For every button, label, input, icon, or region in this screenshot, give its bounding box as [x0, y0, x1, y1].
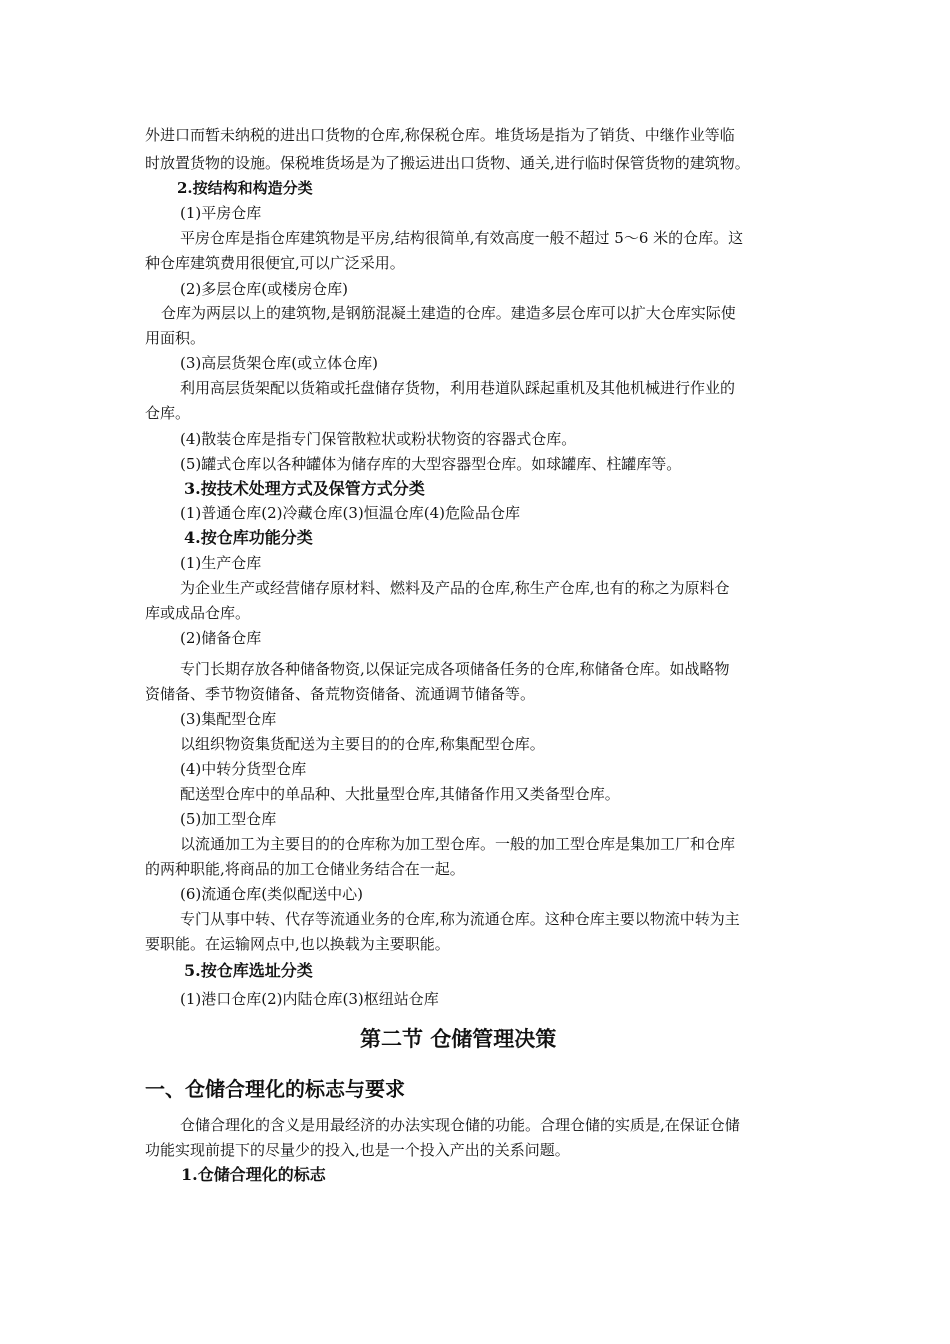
text-line: (4)散装仓库是指专门保管散粒状或粉状物资的容器式仓库。: [180, 430, 577, 448]
subsection-heading: 3.按技术处理方式及保管方式分类: [184, 479, 425, 498]
text-line: 为企业生产或经营储存原材料、燃料及产品的仓库,称生产仓库,也有的称之为原料仓: [180, 579, 730, 597]
list-item-heading: (3)高层货架仓库(或立体仓库): [180, 354, 378, 372]
subsection-heading: 2.按结构和构造分类: [177, 179, 313, 197]
text-line: 仓库。: [145, 404, 191, 422]
list-item-heading: (2)储备仓库: [180, 629, 262, 647]
text-line: 种仓库建筑费用很便宜,可以广泛采用。: [145, 254, 405, 272]
text-line: (1)普通仓库(2)冷藏仓库(3)恒温仓库(4)危险品仓库: [180, 504, 520, 522]
text-line: 配送型仓库中的单品种、大批量型仓库,其储备作用又类备型仓库。: [180, 785, 620, 803]
subsection-heading: 4.按仓库功能分类: [184, 528, 313, 547]
text-line: 用面积。: [145, 329, 206, 347]
text-line: 要职能。在运输网点中,也以换载为主要职能。: [145, 935, 450, 953]
list-item-heading: (1)生产仓库: [180, 554, 262, 572]
text-line: 外进口而暂未纳税的进出口货物的仓库,称保税仓库。堆货场是指为了销货、中继作业等临: [145, 126, 735, 144]
list-item-heading: (1)平房仓库: [180, 204, 262, 222]
text-line: (1)港口仓库(2)内陆仓库(3)枢纽站仓库: [180, 990, 439, 1008]
text-line: (5)罐式仓库以各种罐体为储存库的大型容器型仓库。如球罐库、柱罐库等。: [180, 455, 682, 473]
text-line: 利用高层货架配以货箱或托盘储存货物，利用巷道队踩起重机及其他机械进行作业的: [180, 379, 736, 397]
text-line: 专门长期存放各种储备物资,以保证完成各项储备任务的仓库,称储备仓库。如战略物: [180, 660, 730, 678]
list-item-heading: (2)多层仓库(或楼房仓库): [180, 280, 348, 298]
chapter-heading: 一、仓储合理化的标志与要求: [145, 1077, 405, 1101]
list-item-heading: (3)集配型仓库: [180, 710, 277, 728]
text-line: 专门从事中转、代存等流通业务的仓库,称为流通仓库。这种仓库主要以物流中转为主: [180, 910, 740, 928]
list-item-heading: (6)流通仓库(类似配送中心): [180, 885, 363, 903]
text-line: 资储备、季节物资储备、备荒物资储备、流通调节储备等。: [145, 685, 536, 703]
text-line: 功能实现前提下的尽量少的投入,也是一个投入产出的关系问题。: [145, 1141, 570, 1159]
section-title: 第二节 仓储管理决策: [360, 1026, 557, 1051]
text-line: 平房仓库是指仓库建筑物是平房,结构很简单,有效高度一般不超过 5～6 米的仓库。这: [180, 229, 744, 247]
list-item-heading: (4)中转分货型仓库: [180, 760, 307, 778]
text-line: 以流通加工为主要目的的仓库称为加工型仓库。一般的加工型仓库是集加工厂和仓库: [180, 835, 736, 853]
text-line: 仓储合理化的含义是用最经济的办法实现仓储的功能。合理仓储的实质是,在保证仓储: [180, 1116, 740, 1134]
subsection-heading: 5.按仓库选址分类: [184, 961, 313, 980]
list-item-heading: (5)加工型仓库: [180, 810, 277, 828]
text-line: 时放置货物的设施。保税堆货场是为了搬运进出口货物、通关,进行临时保管货物的建筑物。: [145, 154, 750, 172]
text-line: 仓库为两层以上的建筑物,是钢筋混凝土建造的仓库。建造多层仓库可以扩大仓库实际使: [161, 304, 736, 322]
subsection-heading: 1.仓储合理化的标志: [181, 1165, 326, 1184]
text-line: 库或成品仓库。: [145, 604, 251, 622]
text-line: 以组织物资集货配送为主要目的的仓库,称集配型仓库。: [180, 735, 545, 753]
text-line: 的两种职能,将商品的加工仓储业务结合在一起。: [145, 860, 465, 878]
